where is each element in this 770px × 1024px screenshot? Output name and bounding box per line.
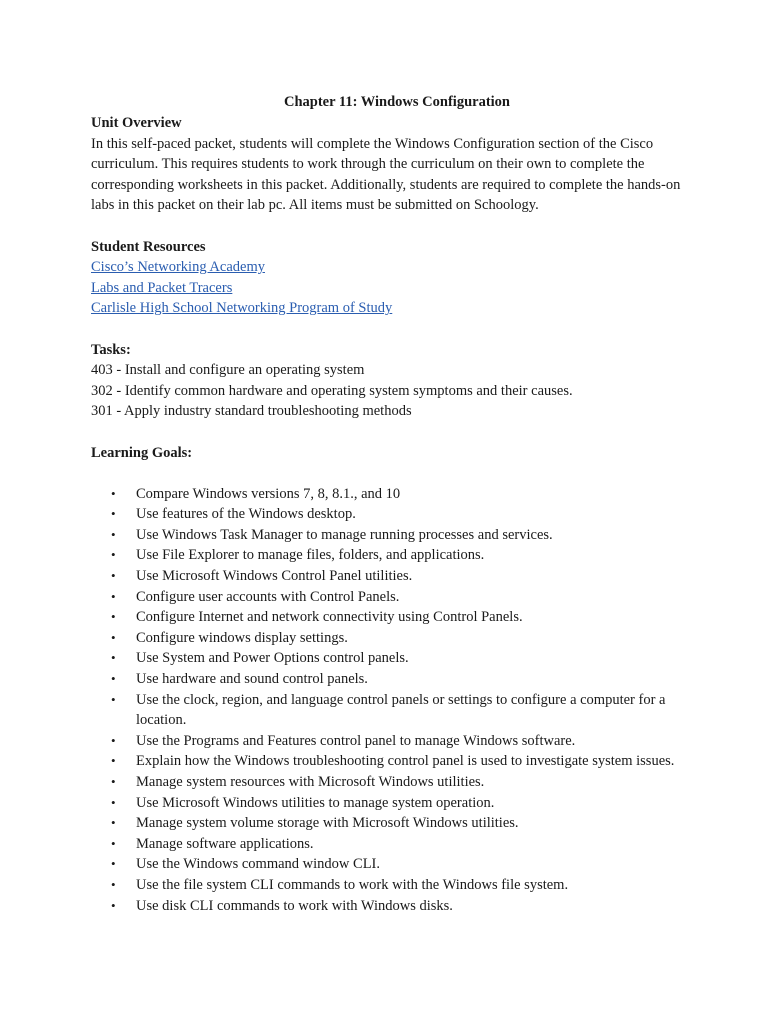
spacer xyxy=(91,422,691,443)
overview-heading: Unit Overview xyxy=(91,115,182,131)
list-item xyxy=(91,587,691,608)
list-item xyxy=(91,834,691,855)
bullet-icon: • xyxy=(111,794,116,810)
goal-text: Use File Explorer to manage files, folders, and applications. xyxy=(136,547,485,564)
bullet-icon: • xyxy=(111,506,116,522)
bullet-icon: • xyxy=(111,671,116,687)
bullet-icon: • xyxy=(111,856,116,872)
bullet-icon: • xyxy=(111,815,116,831)
learning-goals-heading: Learning Goals: xyxy=(91,444,193,461)
tasks-heading: Tasks: xyxy=(91,341,131,358)
goal-text: Use Microsoft Windows utilities to manage system operation. xyxy=(136,794,495,811)
goal-text: Manage system volume storage with Microsoft Windows utilities. xyxy=(136,815,519,832)
bullet-icon: • xyxy=(111,609,116,625)
bullet-icon: • xyxy=(111,897,116,913)
list-item xyxy=(91,690,691,731)
page-title: Chapter 11: Windows Configuration xyxy=(283,94,510,110)
goal-text: Configure user accounts with Control Panels. xyxy=(136,588,400,605)
bullet-icon: • xyxy=(111,650,116,666)
list-item xyxy=(91,875,691,896)
learning-goals-list xyxy=(91,484,691,916)
goal-text: Use System and Power Options control panels. xyxy=(136,650,409,667)
goal-text: Use disk CLI commands to work with Windows disks. xyxy=(136,897,453,914)
goal-text: Configure windows display settings. xyxy=(136,629,348,646)
list-item xyxy=(91,669,691,690)
document-page xyxy=(91,92,691,916)
list-item xyxy=(91,648,691,669)
list-item xyxy=(91,607,691,628)
list-item xyxy=(91,751,691,772)
bullet-icon: • xyxy=(111,485,116,501)
goal-text: Use Windows Task Manager to manage running processes and services. xyxy=(136,526,553,543)
bullet-icon: • xyxy=(111,568,116,584)
goal-text: Use the clock, region, and language control panels or settings to configure a computer for a location. xyxy=(136,691,666,729)
goal-text: Use Microsoft Windows Control Panel utilities. xyxy=(136,568,413,585)
goal-text: Use features of the Windows desktop. xyxy=(136,506,356,523)
goal-text: Use hardware and sound control panels. xyxy=(136,671,368,688)
goal-text: Configure Internet and network connectivity using Control Panels. xyxy=(136,609,523,626)
goal-text: Use the Programs and Features control panel to manage Windows software. xyxy=(136,732,576,749)
bullet-icon: • xyxy=(111,774,116,789)
link-labs-packet-tracers[interactable]: Labs and Packet Tracers xyxy=(91,279,233,296)
list-item xyxy=(91,854,691,875)
goal-text: Compare Windows versions 7, 8, 8.1., and 10 xyxy=(136,485,401,502)
bullet-icon: • xyxy=(111,629,116,645)
bullet-icon: • xyxy=(111,526,116,542)
task-item: 403 - Install and configure an operating system xyxy=(91,362,365,379)
goal-text: Use the file system CLI commands to work with the Windows file system. xyxy=(136,876,569,893)
list-item xyxy=(91,772,691,793)
goal-text: Use the Windows command window CLI. xyxy=(136,856,381,873)
link-carlisle-program-of-study[interactable]: Carlisle High School Networking Program of Study xyxy=(91,300,393,317)
list-item xyxy=(91,731,691,752)
list-item xyxy=(91,484,691,505)
resources-heading: Student Resources xyxy=(91,238,206,255)
overview-paragraph: In this self-paced packet, students will complete the Windows Configuration section of the Cisco curriculum. This requires students to work through the curriculum on their own to complete the corresponding worksheets in this packet. Additionally, students are required to complete the hands-on labs in this packet on their lab pc. All items must be submitted on Schoology. xyxy=(91,135,681,214)
link-cisco-networking-academy[interactable]: Cisco’s Networking Academy xyxy=(91,259,265,276)
task-item: 302 - Identify common hardware and operating system symptoms and their causes. xyxy=(91,382,573,399)
list-item xyxy=(91,628,691,649)
bullet-icon: • xyxy=(111,753,116,769)
task-item: 301 - Apply industry standard troubleshooting methods xyxy=(91,403,412,420)
bullet-icon: • xyxy=(111,835,116,851)
goal-text: Manage software applications. xyxy=(136,835,314,852)
list-item xyxy=(91,793,691,814)
goal-text: Manage system resources with Microsoft Windows utilities. xyxy=(136,774,485,790)
goal-text: Explain how the Windows troubleshooting control panel is used to investigate system issues. xyxy=(136,753,675,770)
list-item xyxy=(91,813,691,834)
spacer xyxy=(91,216,691,237)
list-item xyxy=(91,545,691,566)
bullet-icon: • xyxy=(111,691,116,707)
spacer xyxy=(91,463,691,484)
list-item xyxy=(91,504,691,525)
bullet-icon: • xyxy=(111,547,116,563)
spacer xyxy=(91,319,691,340)
list-item xyxy=(91,896,691,917)
list-item xyxy=(91,566,691,587)
bullet-icon: • xyxy=(111,588,116,604)
bullet-icon: • xyxy=(111,732,116,748)
list-item xyxy=(91,525,691,546)
bullet-icon: • xyxy=(111,876,116,892)
